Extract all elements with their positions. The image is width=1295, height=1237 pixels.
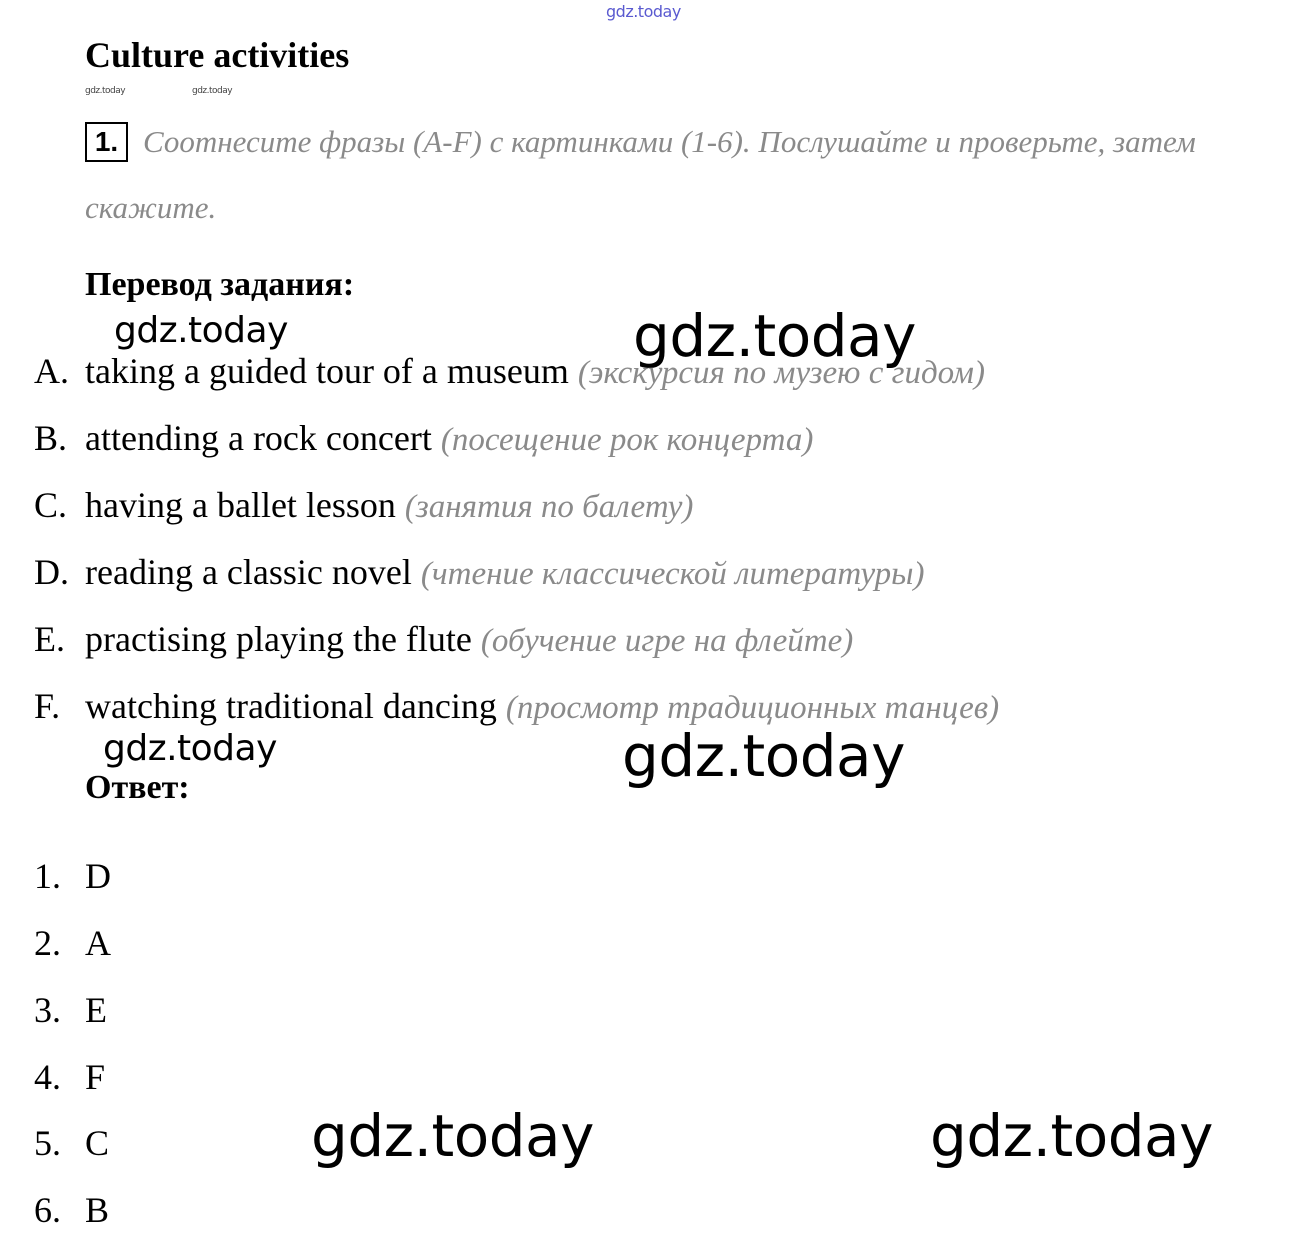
answer-heading: Ответ: [85,769,190,806]
watermark-tiny-right: gdz.today [192,86,233,96]
watermark-mid-left-2: gdz.today [103,728,277,769]
watermark-large-bottom-left: gdz.today [311,1102,594,1170]
watermark-large-center-1: gdz.today [633,302,916,370]
task-instruction-line-1: Соотнесите фразы (A-F) с картинками (1-6). Послушайте и проверьте, затем [143,124,1196,159]
answer-value: E [85,990,107,1030]
item-translation: (посещение рок концерта) [440,422,814,458]
item-translation: (обучение игре на флейте) [480,623,854,659]
task-number-badge: 1. [85,122,128,162]
answer-number: 3. [34,990,61,1030]
answer-number: 6. [34,1190,61,1230]
item-letter: F. [34,686,61,726]
answer-number: 5. [34,1123,61,1163]
translation-heading: Перевод задания: [85,266,355,303]
watermark-tiny-left: gdz.today [85,86,126,96]
item-letter: B. [34,418,68,458]
item-phrase: watching traditional dancing [85,686,497,726]
item-letter: A. [34,351,69,391]
page-title: Culture activities [85,35,350,75]
item-translation: (чтение классической литературы) [420,556,925,592]
item-phrase: taking a guided tour of a museum [85,351,569,391]
answer-number: 4. [34,1057,61,1097]
item-phrase: practising playing the flute [85,619,472,659]
watermark-large-bottom-right: gdz.today [930,1102,1213,1170]
answer-value: C [85,1123,110,1163]
item-letter: D. [34,552,69,592]
item-phrase: reading a classic novel [85,552,412,592]
item-translation: (экскурсия по музею с гидом) [577,355,985,391]
item-letter: C. [34,485,68,525]
answer-number: 1. [34,856,61,896]
item-translation: (занятия по балету) [404,489,694,525]
answer-value: B [85,1190,110,1230]
answer-value: D [85,856,111,896]
answer-value: F [85,1057,106,1097]
answer-value: A [85,923,111,963]
watermark-mid-left-1: gdz.today [114,310,288,351]
task-instruction-line-2: скажите. [85,190,217,225]
answer-number: 2. [34,923,61,963]
watermark-top: gdz.today [606,2,681,21]
watermark-large-center-2: gdz.today [622,722,905,790]
item-phrase: having a ballet lesson [85,485,396,525]
item-translation: (просмотр традиционных танцев) [505,690,1000,726]
item-phrase: attending a rock concert [85,418,432,458]
item-letter: E. [34,619,65,659]
